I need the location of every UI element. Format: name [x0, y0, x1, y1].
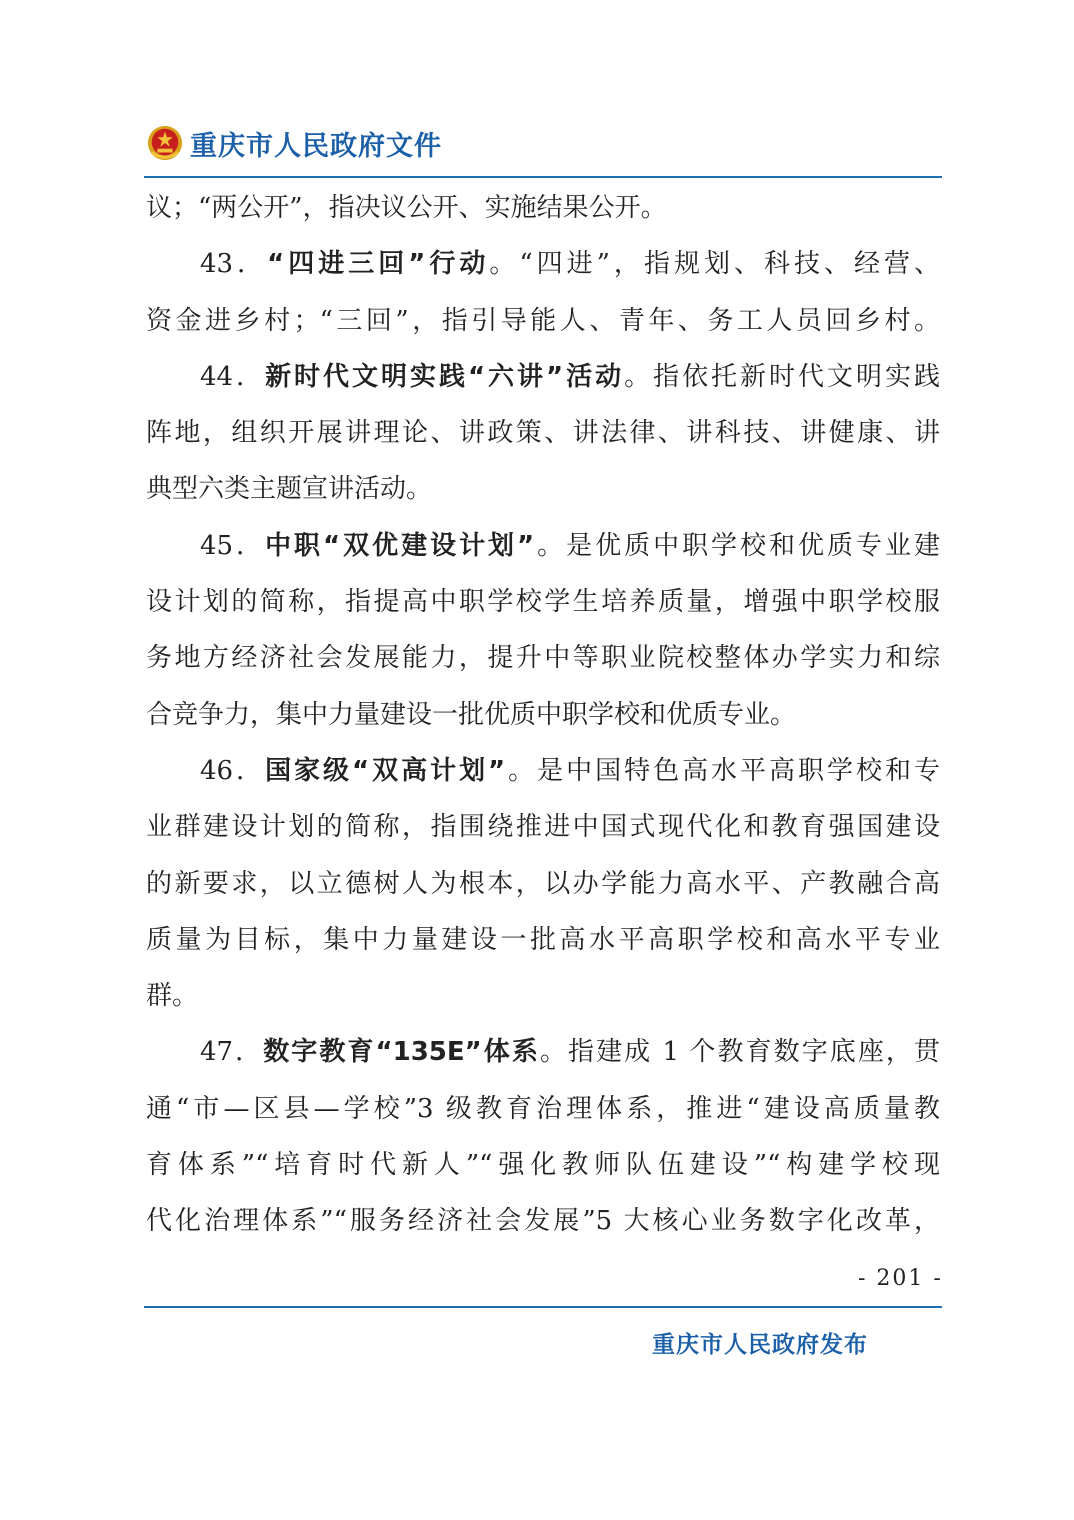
text-line [146, 743, 940, 799]
text-line: 合竞争力，集中力量建设一批优质中职学校和优质专业。 [146, 699, 797, 730]
text-run: 。是中国特色高水平高职学校和专 [505, 755, 940, 786]
text-line: 务地方经济社会发展能力，提升中等职业院校整体办学实力和综 [146, 643, 940, 674]
document-header [146, 118, 442, 168]
text-line [146, 236, 940, 292]
text-line: 育体系”“培育时代新人”“强化教师队伍建设”“构建学校现 [146, 1150, 940, 1181]
footer-rule [144, 1306, 942, 1308]
item-term: “四进三回”行动 [267, 249, 490, 280]
footer-title: 重庆市人民政府发布 [652, 1332, 868, 1358]
paragraph-44 [146, 349, 940, 518]
text-line [146, 1024, 940, 1080]
header-rule [144, 176, 942, 178]
item-term: 中职“双优建设计划” [265, 530, 535, 561]
item-number: 46． [200, 755, 266, 786]
paragraph-47 [146, 1024, 940, 1249]
header-title: 重庆市人民政府文件 [190, 130, 442, 162]
page-number: - 201 - [858, 1266, 943, 1291]
text-run: 。指建成 1 个教育数字底座，贯 [539, 1037, 940, 1068]
text-line: 业群建设计划的简称，指围绕推进中国式现代化和教育强国建设 [146, 812, 940, 843]
text-line: 设计划的简称，指提高中职学校学生培养质量，增强中职学校服 [146, 587, 940, 618]
text-line: 群。 [146, 981, 199, 1012]
text-line: 议；“两公开”，指决议公开、实施结果公开。 [146, 193, 667, 223]
text-line: 资金进乡村；“三回”，指引导能人、青年、务工人员回乡村。 [146, 305, 940, 336]
text-line [146, 349, 940, 405]
item-term: 数字教育“135E”体系 [263, 1037, 540, 1068]
text-line: 代化治理体系”“服务经济社会发展”5 大核心业务数字化改革， [146, 1206, 940, 1237]
national-emblem-icon [146, 124, 184, 162]
paragraph-43 [146, 236, 940, 349]
paragraph-continuation [146, 180, 940, 236]
document-body [146, 180, 940, 1250]
item-term: 新时代文明实践“六讲”活动 [265, 361, 625, 392]
item-number: 47． [200, 1037, 264, 1068]
item-number: 43． [200, 249, 268, 280]
paragraph-46 [146, 743, 940, 1024]
text-line: 通“市—区县—学校”3 级教育治理体系，推进“建设高质量教 [146, 1093, 940, 1124]
text-line [146, 518, 940, 574]
item-term: 国家级“双高计划” [265, 755, 506, 786]
paragraph-45 [146, 518, 940, 743]
item-number: 44． [200, 361, 266, 392]
text-line: 质量为目标，集中力量建设一批高水平高职学校和高水平专业 [146, 924, 940, 955]
text-run: 。指依托新时代文明实践 [624, 361, 940, 392]
text-line: 的新要求，以立德树人为根本，以办学能力高水平、产教融合高 [146, 868, 940, 899]
text-run: 。是优质中职学校和优质专业建 [534, 530, 940, 561]
text-run: 。“四进”，指规划、科技、经营、 [489, 249, 940, 280]
text-line: 阵地，组织开展讲理论、讲政策、讲法律、讲科技、讲健康、讲 [146, 418, 940, 449]
text-line: 典型六类主题宣讲活动。 [146, 474, 433, 505]
item-number: 45． [200, 530, 266, 561]
